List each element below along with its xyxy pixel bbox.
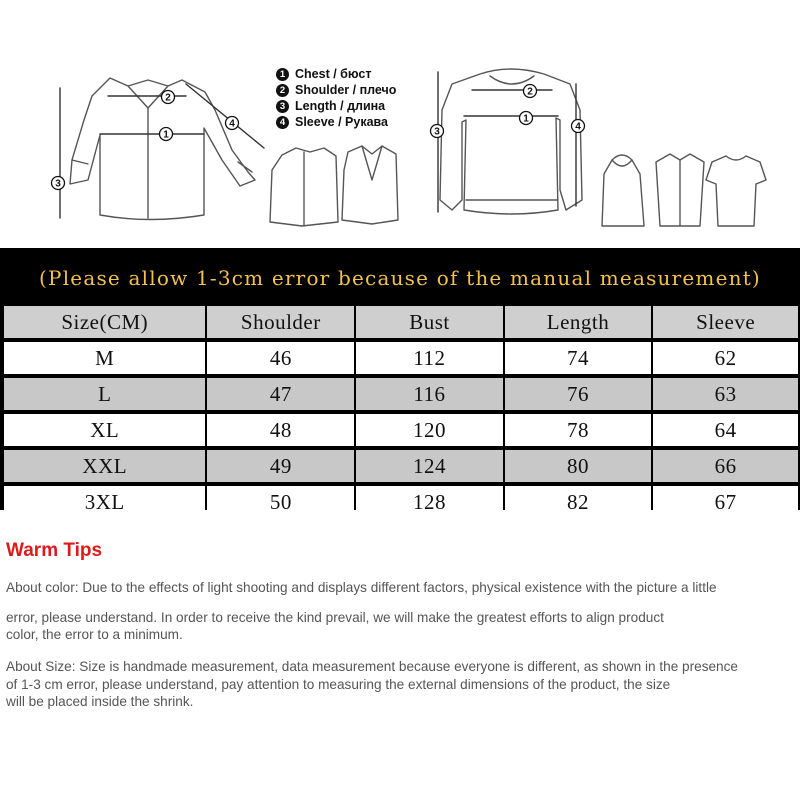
table-cell: 74 [505, 342, 652, 374]
header-size: Size(CM) [4, 306, 205, 338]
svg-text:3: 3 [55, 178, 61, 190]
measurement-legend [276, 66, 396, 130]
legend-item [276, 98, 396, 114]
marker-2-sweater [524, 85, 537, 98]
table-cell: 48 [207, 414, 354, 446]
svg-text:2: 2 [165, 92, 171, 104]
header-length: Length [505, 306, 652, 338]
header-shoulder: Shoulder [207, 306, 354, 338]
marker-4-sweater [572, 120, 585, 133]
tip-size-line: About Size: Size is handmade measurement, data measurement because everyone is different, as shown in the presence [6, 659, 738, 674]
table-cell: 63 [653, 378, 798, 410]
size-chart [0, 248, 800, 514]
legend-item [276, 82, 396, 98]
table-cell: L [4, 378, 205, 410]
marker-1-shirt [160, 128, 173, 141]
measurement-note: (Please allow 1-3cm error because of the manual measurement) [39, 266, 761, 290]
legend-number: 3 [276, 100, 289, 113]
jacket-drawing [270, 148, 338, 226]
table-cell: 67 [653, 486, 798, 518]
header-bust: Bust [356, 306, 503, 338]
legend-number: 4 [276, 116, 289, 129]
table-cell: 62 [653, 342, 798, 374]
legend-label: Shoulder / плечо [295, 83, 397, 97]
table-row [4, 450, 798, 482]
table-cell: 50 [207, 486, 354, 518]
table-cell: 3XL [4, 486, 205, 518]
marker-3-sweater [431, 125, 444, 138]
tip-color-line: color, the error to a minimum. [6, 627, 183, 642]
tip-color-line: error, please understand. In order to receive the kind prevail, we will make the greatest efforts to align product [6, 610, 664, 625]
table-cell: 49 [207, 450, 354, 482]
sweater-drawing [440, 69, 582, 214]
table-cell: 116 [356, 378, 503, 410]
measurement-illustration [0, 0, 800, 240]
legend-number: 1 [276, 68, 289, 81]
table-cell: M [4, 342, 205, 374]
table-cell: 112 [356, 342, 503, 374]
table-cell: 46 [207, 342, 354, 374]
table-cell: 47 [207, 378, 354, 410]
table-cell: XL [4, 414, 205, 446]
hoodie-drawing [602, 155, 644, 226]
table-row [4, 378, 798, 410]
header-sleeve: Sleeve [653, 306, 798, 338]
table-cell: 80 [505, 450, 652, 482]
svg-text:1: 1 [523, 113, 529, 125]
marker-4-shirt [226, 117, 239, 130]
legend-item [276, 66, 396, 82]
table-cell: 120 [356, 414, 503, 446]
tshirt-drawing [706, 156, 766, 226]
table-row [4, 414, 798, 446]
blazer-drawing [342, 146, 398, 224]
legend-number: 2 [276, 84, 289, 97]
tip-size-line: will be placed inside the shrink. [6, 694, 194, 709]
warm-tips-title: Warm Tips [6, 540, 103, 561]
tip-color-line: About color: Due to the effects of light shooting and displays different factors, physical existence with the picture a little [6, 580, 717, 595]
marker-1-sweater [520, 112, 533, 125]
table-cell: 124 [356, 450, 503, 482]
sweater-measure-lines [438, 72, 576, 212]
size-table [2, 302, 800, 522]
table-cell: 82 [505, 486, 652, 518]
table-cell: 76 [505, 378, 652, 410]
marker-3-shirt [52, 177, 65, 190]
cardigan-drawing [656, 154, 704, 226]
table-row [4, 486, 798, 518]
table-header-row [4, 306, 798, 338]
svg-text:4: 4 [575, 121, 581, 133]
legend-label: Chest / бюст [295, 67, 372, 81]
table-row [4, 342, 798, 374]
table-cell: XXL [4, 450, 205, 482]
legend-label: Sleeve / Рукава [295, 115, 389, 129]
svg-text:1: 1 [163, 129, 169, 141]
legend-item [276, 114, 396, 130]
table-cell: 64 [653, 414, 798, 446]
svg-text:3: 3 [434, 126, 440, 138]
table-cell: 128 [356, 486, 503, 518]
svg-text:2: 2 [527, 86, 533, 98]
legend-label: Length / длина [295, 99, 386, 113]
svg-text:4: 4 [229, 118, 235, 130]
marker-2-shirt [162, 91, 175, 104]
table-cell: 78 [505, 414, 652, 446]
tip-size-line: of 1-3 cm error, please understand, pay attention to measuring the external dimensions of the product, the size [6, 677, 671, 692]
table-cell: 66 [653, 450, 798, 482]
